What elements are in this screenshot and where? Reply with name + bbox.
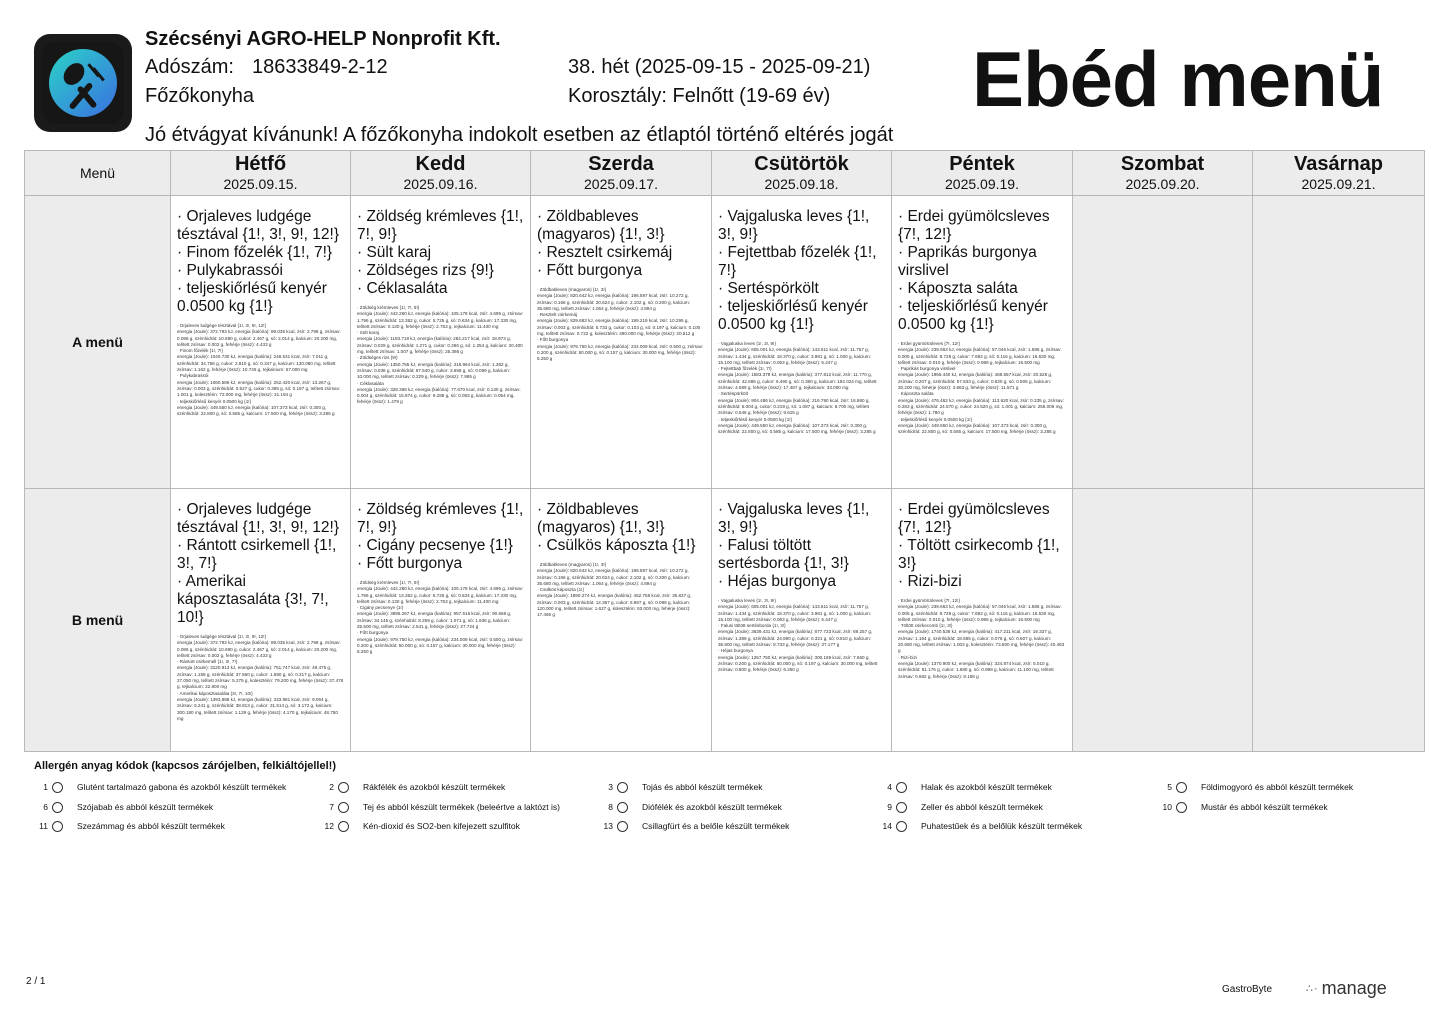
crustacean-icon <box>338 782 349 793</box>
menu-b-monday <box>171 489 351 752</box>
gastrobyte-label: GastroByte <box>1222 984 1273 995</box>
tax-number-value: 18633849-2-12 <box>252 56 388 78</box>
nutrition-info: · Vajgaluska leves {1!, 3!, 9!} energia (Joule): 605.001 kJ, energia (kalória): 143.611 kcal, zsír: 11.757 g, zsírsav: 1.434 g, szénhidrát: 18.370 g, cukor: 3.981 g, só: 1.000 g, kalcium: 15.100 mg, telített zsírsav: 0.063 g, fehérje (össz): 5.447 g · Fejtettbab főzelék {1!, 7!} energia (Joule): 1583.378 kJ, energia (kalória): 377.812 kcal, zsír: 11.770 g, szénhidrát: 42.685 g, cukor: 6.490 g, só: 0.360 g, kalcium: 192.024 mg, telített zsírsav: 4.589 g, fehérje (össz): 17.487 g, tejkalcium: 33.000 mg · Sertéspörkölt energia (Joule): 904.486 kJ, energia (kalória): 216.790 kcal, zsír: 16.860 g, szénhidrát: 5.004 g, cukor: 0.219 g, só: 1.087 g, kalcium: 8.700 mg, telített zsírsav: 0.546 g, fehérje (össz): 9.615 g · teljeskiőrlésű kenyér 0.0500 kg {1!} energia (Joule): 449.550 kJ, energia (kalória): 107.373 kcal, zsír: 0.300 g, szénhidrát: 22.800 g, só: 0.585 g, kalcium: 17.500 mg, fehérje (össz): 3.285 g <box>718 341 877 435</box>
dots-icon: ∴· <box>1306 983 1319 995</box>
allergen-item: 1 Glutént tartalmazó gabona és azokból készült termékek <box>43 782 287 792</box>
nutrition-info: · Zöldbableves (magyaros) {1!, 3!} energia (Joule): 820.642 kJ, energia (kalória): 196.597 kcal, zsír: 10.272 g, zsírsav: 0.166 g, szénhidrát: 20.624 g, cukor: 2.102 g, só: 0.200 g, kalcium: 35.680 mg, telített zsírsav: 1.064 g, fehérje (össz): 4.894 g · Csülkös káposzta {1!} energia (Joule): 1890.274 kJ, energia (kalória): 452.758 kcal, zsír: 35.837 g, zsírsav: 0.003 g, szénhidrát: 12.367 g, cukor: 6.967 g, só: 0.098 g, kalcium: 120.000 mg, telített zsírsav: 1.627 g, kolesztérin: 63.000 mg, fehérje (össz): 17.465 g <box>537 562 692 618</box>
nutrition-info: · Orjaleves ludgége tésztával {1!, 3!, 9!, 12!} energia (Joule): 372.793 kJ, energia (kalória): 89.035 kcal, zsír: 2.798 g, zsírsav: 0.086 g, szénhidrát: 10.690 g, cukor: 2.467 g, só: 2.014 g, kalcium: 20.200 mg, telített zsírsav: 0.002 g, fehérje (össz): 4.433 g · Rántott csirkemell {1!, 3!, 7!} energia (Joule): 3120.913 kJ, energia (kalória): 751.747 kcal, zsír: 49.475 g, zsírsav: 1.158 g, szénhidrát: 37.560 g, cukor: 1.590 g, só: 0.317 g, kalcium: 27.050 mg, telített zsírsav: 5.275 g, kolesztérin: 79.200 mg, fehérje (össz): 37.478 g, tejkalcium: 22.800 mg · Amerikai káposztasaláta {3!, 7!, 10!} energia (Joule): 1393.888 kJ, energia (kalória): 333.981 kcal, zsír: 9.064 g, zsírsav: 6.241 g, szénhidrát: 38.813 g, cukor: 31.514 g, só: 3.172 g, kalcium: 300.180 mg, telített zsírsav: 1.129 g, fehérje (össz): 4.170 g, tejkalcium: 48.750 mg <box>177 634 344 721</box>
allergen-item: 7 Tej és abból készült termékek (beleértve a laktózt is) <box>329 802 561 812</box>
menu-a-monday <box>171 196 351 489</box>
allergen-item: 4 Halak és azokból készült termékek <box>887 782 1052 792</box>
menu-a-wednesday <box>531 196 712 489</box>
nutrition-info: · Orjaleves ludgége tésztával {1!, 3!, 9!, 12!} energia (Joule): 372.793 kJ, energia (kalória): 89.035 kcal, zsír: 2.798 g, zsírsav: 0.086 g, szénhidrát: 10.690 g, cukor: 2.467 g, só: 2.014 g, kalcium: 20.200 mg, telített zsírsav: 0.002 g, fehérje (össz): 4.433 g · Finom főzelék {1!, 7!} energia (Joule): 1040.730 kJ, energia (kalória): 248.531 kcal, zsír: 7.011 g, szénhidrát: 34.756 g, cukor: 2.810 g, só: 0.347 g, kalcium: 130.080 mg, telített zsírsav: 1.162 g, fehérje (össz): 10.746 g, tejkalcium: 57.000 mg · Pulykabrassói energia (Joule): 1060.586 kJ, energia (kalória): 252.420 kcal, zsír: 13.267 g, zsírsav: 0.003 g, szénhidrát: 0.527 g, cukor: 0.395 g, só: 0.197 g, telített zsírsav: 1.001 g, kolesztérin: 72.000 mg, fehérje (össz): 31.194 g · teljeskiőrlésű kenyér 0.0500 kg {1!} energia (Joule): 449.550 kJ, energia (kalória): 107.373 kcal, zsír: 0.300 g, szénhidrát: 22.800 g, só: 0.585 g, kalcium: 17.500 mg, fehérje (össz): 3.285 g <box>177 323 341 417</box>
menu-b-label: B menü <box>25 489 171 752</box>
dish-list: · Zöldség krémleves {1!, 7!, 9!} · Sült karaj · Zöldséges rizs {9!} · Céklasaláta <box>357 208 524 297</box>
tax-number-label: Adószám: <box>145 56 234 78</box>
celery-icon <box>896 802 907 813</box>
spoon-fork-icon <box>34 34 132 132</box>
table-header-row <box>25 151 1425 196</box>
allergen-item: 6 Szójabab és abból készült termékek <box>43 802 214 812</box>
dish-list: · Erdei gyümölcsleves {7!, 12!} · Paprikás burgonya virslivel · Káposzta saláta · teljeskiőrlésű kenyér 0.0500 kg {1!} <box>898 208 1050 333</box>
age-group: Korosztály: Felnőtt (19-69 év) <box>568 85 831 107</box>
dish-list: · Orjaleves ludgége tésztával {1!, 3!, 9!, 12!} · Rántott csirkemell {1!, 3!, 7!} · Amerikai káposztasaláta {3!, 7!, 10!} <box>177 501 339 626</box>
sesame-icon <box>52 821 63 832</box>
egg-icon <box>617 782 628 793</box>
menu-column-header: Menü <box>25 151 171 196</box>
allergen-item: 11 Szezámmag és abból készült termékek <box>39 821 225 831</box>
dish-list: · Zöldbableves (magyaros) {1!, 3!} · Resztelt csirkemáj · Főtt burgonya <box>537 208 673 279</box>
weekly-menu-table <box>24 150 1425 752</box>
allergen-item: 2 Rákfélék és azokból készült termékek <box>329 782 506 792</box>
menu-a-tuesday <box>351 196 531 489</box>
nutrition-info: · Erdei gyümölcsleves {7!, 12!} energia (Joule): 239.663 kJ, energia (kalória): 57.046 kcal, zsír: 1.586 g, zsírsav: 0.005 g, szénhidrát: 8.728 g, cukor: 7.692 g, só: 0.116 g, kalcium: 16.530 mg, telített zsírsav: 0.010 g, fehérje (össz): 0.986 g, tejkalcium: 16.500 mg · Töltött csirkecomb {1!, 3!} energia (Joule): 1740.536 kJ, energia (kalória): 417.211 kcal, zsír: 19.337 g, zsírsav: 1.164 g, szénhidrát: 18.585 g, cukor: 0.076 g, só: 0.607 g, kalcium: 20.680 mg, telített zsírsav: 1.003 g, kolesztérin: 73.500 mg, fehérje (össz): 40.463 g · Rizi-bizi energia (Joule): 1370.900 kJ, energia (kalória): 324.874 kcal, zsír: 5.010 g, szénhidrát: 61.176 g, cukor: 1.680 g, só: 0.998 g, kalcium: 11.100 mg, telített zsírsav: 0.682 g, fehérje (össz): 8.168 g <box>898 598 1065 679</box>
nutrition-info: · Zöldség krémleves {1!, 7!, 9!} energia (Joule): 442.260 kJ, energia (kalória): 105.178 kcal, zsír: 4.695 g, zsírsav: 1.796 g, szénhidrát: 13.362 g, cukor: 5.725 g, só: 0.634 g, kalcium: 17.330 mg, telített zsírsav: 0.130 g, fehérje (össz): 2.753 g, tejkalcium: 11.400 mg · Cigány pecsenye {1!} energia (Joule): 3996.267 kJ, energia (kalória): 957.516 kcal, zsír: 90.668 g, zsírsav: 34.145 g, szénhidrát: 8.259 g, cukor: 1.071 g, só: 1.936 g, kalcium: 25.500 mg, telített zsírsav: 2.541 g, fehérje (össz): 27.724 g · Főtt burgonya energia (Joule): 979.750 kJ, energia (kalória): 234.009 kcal, zsír: 0.500 g, zsírsav: 0.200 g, szénhidrát: 50.000 g, só: 0.157 g, kalcium: 30.000 mg, fehérje (össz): 6.250 g <box>357 580 524 655</box>
dish-list: · Vajgaluska leves {1!, 3!, 9!} · Fejtettbab főzelék {1!, 7!} · Sertéspörkölt · teljeskiőrlésű kenyér 0.0500 kg {1!} <box>718 208 877 333</box>
menu-a-label: A menü <box>25 196 171 489</box>
sulfite-icon <box>338 821 349 832</box>
allergen-item: 9 Zeller és abból készült termékek <box>887 802 1043 812</box>
milk-icon <box>338 802 349 813</box>
allergen-item: 13 Csillagfürt és a belőle készült termékek <box>603 821 790 831</box>
allergen-item: 14 Puhatestűek és a belőlük készült termékek <box>882 821 1083 831</box>
soy-icon <box>52 802 63 813</box>
peanut-icon <box>1176 782 1187 793</box>
nutrition-info: · Zöldbableves (magyaros) {1!, 3!} energia (Joule): 820.642 kJ, energia (kalória): 196.597 kcal, zsír: 10.272 g, zsírsav: 0.166 g, szénhidrát: 20.624 g, cukor: 2.102 g, só: 0.200 g, kalcium: 35.680 mg, telített zsírsav: 1.064 g, fehérje (össz): 4.894 g · Resztelt csirkemáj energia (Joule): 829.683 kJ, energia (kalória): 199.219 kcal, zsír: 10.295 g, zsírsav: 0.003 g, szénhidrát: 5.733 g, cukor: 0.103 g, só: 0.197 g, kalcium: 0.100 mg, telített zsírsav: 0.722 g, kolesztérin: 490.000 mg, fehérje (össz): 20.512 g · Főtt burgonya energia (Joule): 979.750 kJ, energia (kalória): 234.009 kcal, zsír: 0.500 g, zsírsav: 0.200 g, szénhidrát: 50.000 g, só: 0.157 g, kalcium: 30.000 mg, fehérje (össz): 6.250 g <box>537 287 704 362</box>
menu-b-sunday <box>1253 489 1425 752</box>
day-header-thursday: Csütörtök 2025.09.18. <box>712 151 892 196</box>
gluten-icon <box>52 782 63 793</box>
nutrition-info: · Vajgaluska leves {1!, 3!, 9!} energia (Joule): 605.001 kJ, energia (kalória): 143.611 kcal, zsír: 11.757 g, zsírsav: 1.434 g, szénhidrát: 18.370 g, cukor: 3.981 g, só: 1.000 g, kalcium: 15.100 mg, telített zsírsav: 0.063 g, fehérje (össz): 5.447 g · Falusi töltött sertésborda {1!, 3!} energia (Joule): 3639.431 kJ, energia (kalória): 877.723 kcal, zsír: 69.257 g, zsírsav: 1.389 g, szénhidrát: 24.690 g, cukor: 0.321 g, só: 0.810 g, kalcium: 36.800 mg, telített zsírsav: 8.733 g, fehérje (össz): 37.177 g · Héjas burgonya energia (Joule): 1257.750 kJ, energia (kalória): 300.169 kcal, zsír: 7.660 g, zsírsav: 0.200 g, szénhidrát: 50.000 g, só: 0.197 g, kalcium: 30.000 mg, telített zsírsav: 0.800 g, fehérje (össz): 6.250 g <box>718 598 878 673</box>
menu-b-friday <box>892 489 1073 752</box>
week-range: 38. hét (2025-09-15 - 2025-09-21) <box>568 56 871 78</box>
kitchen-logo <box>34 34 132 132</box>
kitchen-type: Főzőkonyha <box>145 85 254 107</box>
nutrition-info: · Erdei gyümölcsleves {7!, 12!} energia (Joule): 239.663 kJ, energia (kalória): 57.046 kcal, zsír: 1.586 g, zsírsav: 0.005 g, szénhidrát: 8.728 g, cukor: 7.692 g, só: 0.116 g, kalcium: 16.530 mg, telített zsírsav: 0.010 g, fehérje (össz): 0.986 g, tejkalcium: 16.500 mg · Paprikás burgonya virslivel energia (Joule): 1955.440 kJ, energia (kalória): 468.557 kcal, zsír: 20.528 g, zsírsav: 0.207 g, szénhidrát: 57.633 g, cukor: 0.620 g, só: 0.505 g, kalcium: 30.200 mg, fehérje (össz): 3.863 g, fehérje (össz): 11.571 g · Káposzta saláta energia (Joule): 476.462 kJ, energia (kalória): 113.620 kcal, zsír: 0.335 g, zsírsav: 0.283 g, szénhidrát: 24.570 g, cukor: 24.520 g, só: 1.001 g, kalcium: 256.006 mg, fehérje (össz): 1.780 g · teljeskiőrlésű kenyér 0.0500 kg {1!} energia (Joule): 449.550 kJ, energia (kalória): 107.373 kcal, zsír: 0.300 g, szénhidrát: 22.800 g, só: 0.585 g, kalcium: 17.500 mg, fehérje (össz): 3.285 g <box>898 341 1064 435</box>
organization-name: Szécsényi AGRO-HELP Nonprofit Kft. <box>145 28 501 50</box>
day-header-sunday: Vasárnap 2025.09.21. <box>1253 151 1425 196</box>
nutrition-info: · Zöldség krémleves {1!, 7!, 9!} energia (Joule): 442.260 kJ, energia (kalória): 105.178 kcal, zsír: 4.695 g, zsírsav: 1.796 g, szénhidrát: 13.362 g, cukor: 5.725 g, só: 0.634 g, kalcium: 17.330 mg, telített zsírsav: 0.130 g, fehérje (össz): 2.753 g, tejkalcium: 11.400 mg · Sült karaj energia (Joule): 1183.719 kJ, energia (kalória): 284.217 kcal, zsír: 18.973 g, zsírsav: 0.029 g, szénhidrát: 1.271 g, cukor: 0.266 g, só: 1.254 g, kalcium: 20.400 mg, telített zsírsav: 1.007 g, fehérje (össz): 25.386 g · Zöldséges rizs {9!} energia (Joule): 1350.755 kJ, energia (kalória): 318.964 kcal, zsír: 1.362 g, zsírsav: 0.038 g, szénhidrát: 67.540 g, cukor: 3.658 g, só: 0.099 g, kalcium: 10.000 mg, telített zsírsav: 0.229 g, fehérje (össz): 7.995 g · Céklasaláta energia (Joule): 328.365 kJ, energia (kalória): 77.670 kcal, zsír: 0.130 g, zsírsav: 0.004 g, szénhidrát: 15.874 g, cukor: 9.288 g, só: 0.083 g, kalcium: 0.054 mg, fehérje (össz): 1.479 g <box>357 305 524 405</box>
page-number: 2 / 1 <box>26 976 46 987</box>
nut-icon <box>617 802 628 813</box>
day-header-friday: Péntek 2025.09.19. <box>892 151 1073 196</box>
dish-list: · Zöldség krémleves {1!, 7!, 9!} · Cigány pecsenye {1!} · Főtt burgonya <box>357 501 524 572</box>
menu-a-sunday <box>1253 196 1425 489</box>
menu-a-row <box>25 196 1425 489</box>
day-header-tuesday: Kedd 2025.09.16. <box>351 151 531 196</box>
dish-list: · Erdei gyümölcsleves {7!, 12!} · Töltött csirkecomb {1!, 3!} · Rizi-bizi <box>898 501 1060 590</box>
mollusc-icon <box>896 821 907 832</box>
menu-b-thursday <box>712 489 892 752</box>
day-header-wednesday: Szerda 2025.09.17. <box>531 151 712 196</box>
fish-icon <box>896 782 907 793</box>
allergen-item: 3 Tojás és abból készült termékek <box>608 782 763 792</box>
allergen-item: 8 Diófélék és azokból készült termékek <box>608 802 782 812</box>
lupin-icon <box>617 821 628 832</box>
dish-list: · Vajgaluska leves {1!, 3!, 9!} · Falusi töltött sertésborda {1!, 3!} · Héjas burgonya <box>718 501 870 590</box>
menu-b-row <box>25 489 1425 752</box>
manage-logo: ∴· manage <box>1306 978 1387 998</box>
menu-a-saturday <box>1073 196 1253 489</box>
menu-b-saturday <box>1073 489 1253 752</box>
dish-list: · Zöldbableves (magyaros) {1!, 3!} · Csülkös káposzta {1!} <box>537 501 696 554</box>
allergen-item: 10 Mustár és abból készült termékek <box>1162 802 1328 812</box>
day-header-saturday: Szombat 2025.09.20. <box>1073 151 1253 196</box>
mustard-icon <box>1176 802 1187 813</box>
menu-b-wednesday <box>531 489 712 752</box>
allergen-legend-title: Allergén anyag kódok (kapcsos zárójelben, felkiáltójellel!) <box>34 760 336 772</box>
notice-text: Jó étvágyat kívánunk! A főzőkonyha indokolt esetben az étlaptól történő eltérés jogát <box>145 124 894 146</box>
menu-b-tuesday <box>351 489 531 752</box>
dish-list: · Orjaleves ludgége tésztával {1!, 3!, 9!, 12!} · Finom főzelék {1!, 7!} · Pulykabrassói · teljeskiőrlésű kenyér 0.0500 kg {1!} <box>177 208 339 315</box>
allergen-item: 5 Földimogyoró és abból készült termékek <box>1167 782 1354 792</box>
page-title: Ebéd menü <box>972 35 1384 123</box>
menu-a-thursday <box>712 196 892 489</box>
day-header-monday: Hétfő 2025.09.15. <box>171 151 351 196</box>
menu-a-friday <box>892 196 1073 489</box>
allergen-item: 12 Kén-dioxid és SO2-ben kifejezett szulfitok <box>324 821 520 831</box>
